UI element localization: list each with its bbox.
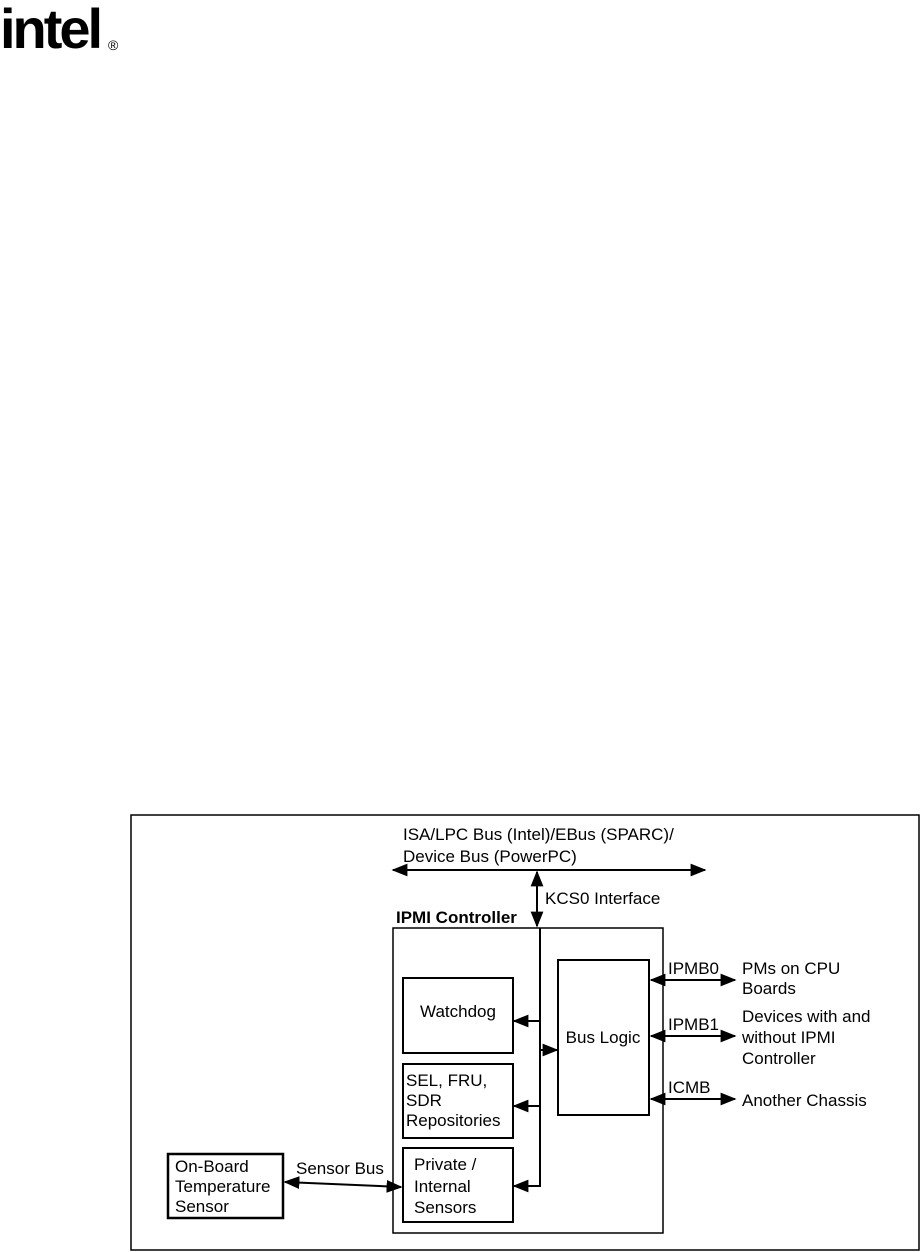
ipmb0-target-line2: Boards (742, 979, 796, 998)
ipmb1-target-line3: Controller (742, 1049, 816, 1068)
icmb-target: Another Chassis (742, 1091, 867, 1110)
bus-logic-label: Bus Logic (565, 1028, 641, 1047)
icmb-label: ICMB (668, 1078, 711, 1097)
watchdog-label: Watchdog (420, 1002, 496, 1021)
sensor-bus-label: Sensor Bus (296, 1159, 384, 1178)
intel-logo-text: intel (0, 0, 101, 60)
bus-label-line2: Device Bus (PowerPC) (403, 847, 577, 866)
private-label-line1: Private / (414, 1155, 477, 1174)
sel-label-line2: SDR (406, 1091, 442, 1110)
ipmb1-target-line1: Devices with and (742, 1007, 871, 1026)
registered-mark: ® (108, 37, 119, 53)
ipmb0-target-line1: PMs on CPU (742, 959, 841, 978)
ipmb1-label: IPMB1 (668, 1015, 720, 1034)
sel-label-line3: Repositories (406, 1111, 501, 1130)
ipmb0-label: IPMB0 (668, 959, 720, 978)
private-label-line3: Sensors (414, 1198, 477, 1217)
kcs-interface-label: KCS0 Interface (545, 889, 661, 908)
onboard-label-line2: Temperature (175, 1177, 271, 1196)
private-label-line2: Internal (414, 1177, 471, 1196)
onboard-label-line1: On-Board (175, 1157, 249, 1176)
ipmi-controller-title: IPMI Controller (396, 908, 517, 927)
sensor-bus-arrow (285, 1182, 401, 1187)
onboard-label-line3: Sensor (175, 1197, 229, 1216)
ipmb1-target-line2: without IPMI (742, 1028, 836, 1047)
bus-label-line1: ISA/LPC Bus (Intel)/EBus (SPARC)/ (403, 825, 674, 844)
sel-label-line1: SEL, FRU, (406, 1071, 488, 1090)
